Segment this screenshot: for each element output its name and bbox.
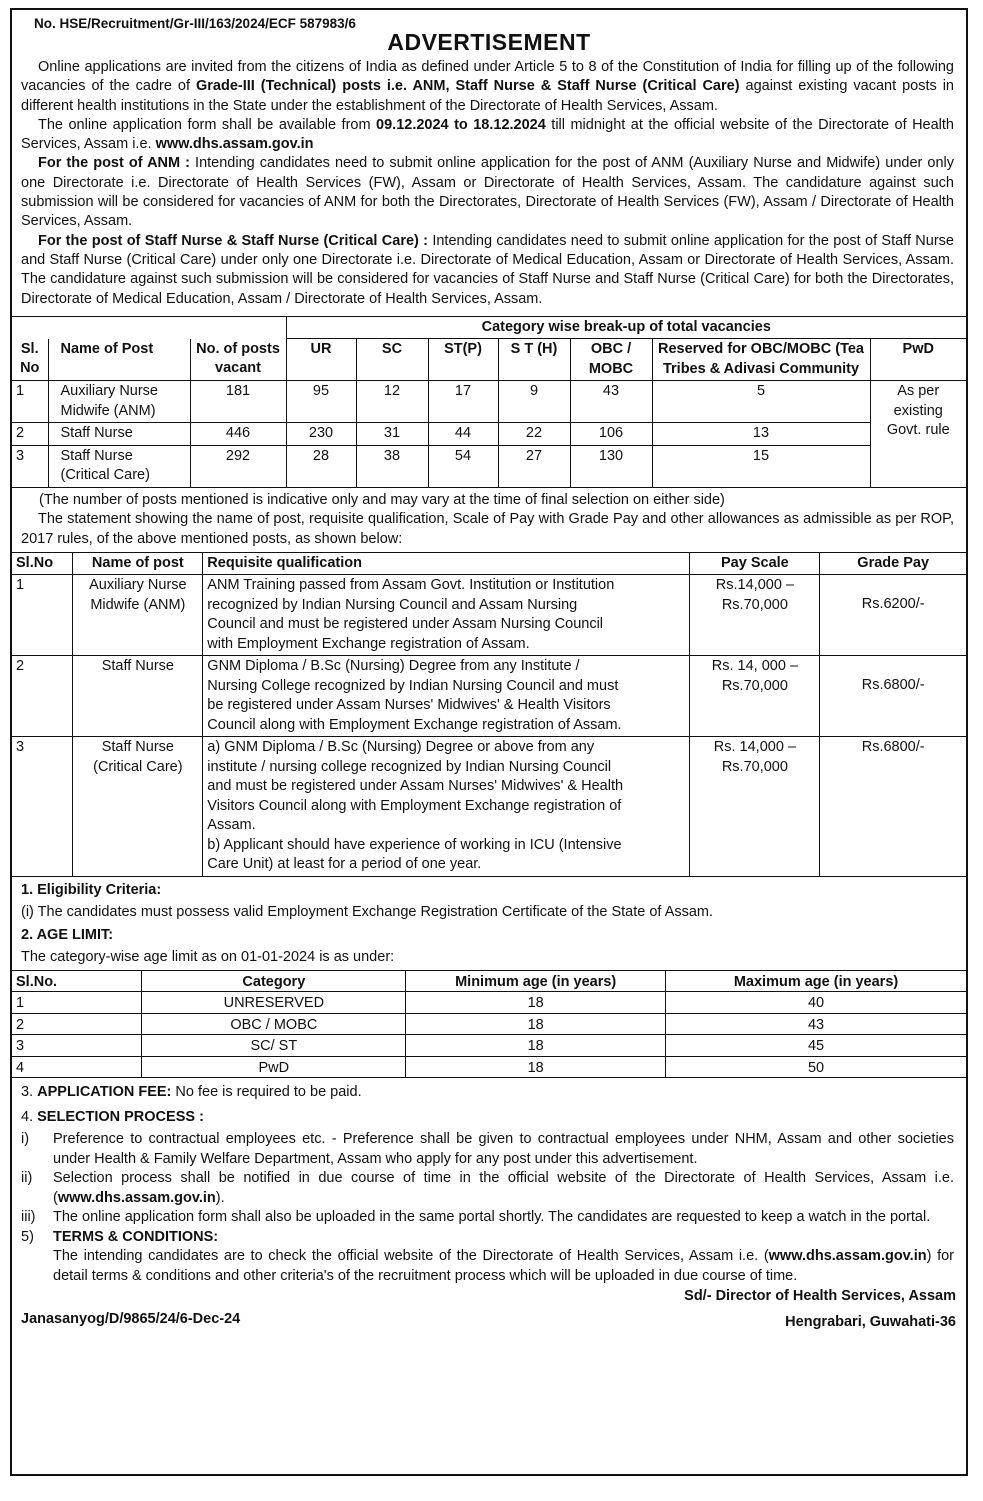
note-indicative: (The number of posts mentioned is indicative only and may vary at the time of final selection on either side)	[39, 491, 725, 508]
table-row: 2 Staff Nurse 446 230 31 44 22 106 13	[12, 423, 966, 446]
age-limit-heading: 2. AGE LIMIT:	[21, 926, 114, 943]
selection-process-heading: 4. SELECTION PROCESS :	[21, 1108, 204, 1125]
selection-item: iii) The online application form shall also be uploaded in the same portal shortly. The candidates are requested to keep a watch in the portal.	[21, 1209, 931, 1226]
col-header-stp: ST(P)	[428, 339, 498, 381]
col-header-qualification: Requisite qualification	[203, 552, 690, 575]
selection-item: i) Preference to contractual employees etc. - Preference shall be given to contractual employees under NHM, Assam and other societies under Health & Family Welfare Department, Assam who apply for any post under this advertisement.	[21, 1131, 954, 1167]
vacancy-table	[12, 316, 966, 488]
staff-nurse-paragraph: For the post of Staff Nurse & Staff Nurse (Critical Care) : Intending candidates need to submit online application for the post of Staff Nurse and Staff Nurse (Critical Care) under only one Directorate i.e. Directorate of Medical Education, Assam or Directorate of Health Services, Assam. The candidature against such submission will be considered for vacancies of Staff Nurse and Staff Nurse (Critical Care) for both the Directorates, Directorate of Medical Education, Assam / Directorate of Health Services, Assam.	[21, 232, 954, 307]
note-statement: The statement showing the name of post, requisite qualification, Scale of Pay with Grade Pay and other allowances as admissible as per ROP, 2017 rules, of the above mentioned posts, as shown below:	[21, 511, 954, 547]
table-row: 1 Auxiliary Nurse Midwife (ANM) 181 95 12 17 9 43 5 As per existing Govt. rule	[12, 381, 966, 423]
col-header-pwd: PwD	[870, 339, 966, 381]
col-header-category: Category	[142, 970, 406, 992]
intro-paragraph-1: Online applications are invited from the citizens of India as defined under Article 5 to 8 of the Constitution of India for filling up of the following vacancies of the cadre of Grade-III (Technical) posts i.e. ANM, Staff Nurse & Staff Nurse (Critical Care) against existing vacant posts in different health institutions in the State under the establishment of the Directorate of Health Services, Assam.	[21, 59, 954, 114]
vacancy-group-header: Category wise break-up of total vacancies	[286, 316, 966, 339]
eligibility-text: (i) The candidates must possess valid Employment Exchange Registration Certificate of the State of Assam.	[21, 904, 714, 921]
col-header-sth: S T (H)	[498, 339, 570, 381]
age-limit-table	[12, 970, 966, 1079]
col-header-sc: SC	[356, 339, 428, 381]
col-header-posts-vacant: No. of posts vacant	[190, 339, 286, 381]
col-header-slno: Sl.No.	[12, 970, 142, 992]
pwd-note: As per existing Govt. rule	[870, 381, 966, 488]
table-row: 1 Auxiliary Nurse Midwife (ANM) ANM Training passed from Assam Govt. Institution or Institution recognized by Indian Nursing Council and Assam Nursing Council and must be registered under Assam Nursing Council with Employment Exchange registration of Assam. Rs.14,000 – Rs.70,000 Rs.6200/-	[12, 575, 966, 656]
age-limit-intro: The category-wise age limit as on 01-01-2024 is as under:	[21, 949, 395, 966]
selection-item: ii) Selection process shall be notified in due course of time in the official website of the Directorate of Health Services, Assam i.e. (www.dhs.assam.gov.in).	[21, 1170, 954, 1206]
signature-line-1: Sd/- Director of Health Services, Assam	[684, 1288, 956, 1305]
footer-reference: Janasanyog/D/9865/24/6-Dec-24	[21, 1310, 241, 1327]
application-fee: 3. APPLICATION FEE: No fee is required to be paid.	[21, 1084, 362, 1101]
anm-paragraph: For the post of ANM : Intending candidates need to submit online application for the post of ANM (Auxiliary Nurse and Midwife) under only one Directorate i.e. Directorate of Health Services (FW), Assam or Directorate of Health Services, Assam. The candidature against such submission will be considered for vacancies of ANM for both the Directorates, Directorate of Health Services (FW), Assam / Directorate of Health Services, Assam.	[21, 155, 954, 230]
reference-number: No. HSE/Recruitment/Gr-III/163/2024/ECF 587983/6	[34, 16, 356, 31]
col-header-grade-pay: Grade Pay	[820, 552, 966, 575]
signature-line-2: Hengrabari, Guwahati-36	[785, 1313, 956, 1330]
table-row: 3 Staff Nurse (Critical Care) 292 28 38 54 27 130 15	[12, 445, 966, 487]
col-header-slno: Sl.No	[12, 552, 73, 575]
qualification-table	[12, 552, 966, 877]
table-row: 2 Staff Nurse GNM Diploma / B.Sc (Nursing) Degree from any Institute / Nursing College recognized by Indian Nursing Council and must be registered under Assam Nurses' Midwives' & Health Visitors Council along with Employment Exchange registration of Assam. Rs. 14, 000 – Rs.70,000 Rs.6800/-	[12, 656, 966, 737]
col-header-ur: UR	[286, 339, 356, 381]
intro-paragraph-2: The online application form shall be available from 09.12.2024 to 18.12.2024 till midnight at the official website of the Directorate of Health Services, Assam i.e. www.dhs.assam.gov.in	[21, 116, 954, 153]
table-row: 3 SC/ ST 18 45	[12, 1035, 966, 1057]
table-row: 2 OBC / MOBC 18 43	[12, 1013, 966, 1035]
table-row: 4 PwD 18 50	[12, 1056, 966, 1078]
col-header-max-age: Maximum age (in years)	[666, 970, 966, 992]
col-header-post: Name of post	[73, 552, 203, 575]
terms-text: The intending candidates are to check the official website of the Directorate of Health Services, Assam i.e. (www.dhs.assam.gov.in) for detail terms & conditions and other criteria's of the recruitment process which will be uploaded in due course of time.	[53, 1248, 954, 1284]
col-header-slno: Sl. No	[12, 339, 48, 381]
col-header-pay-scale: Pay Scale	[690, 552, 820, 575]
advertisement-page	[10, 8, 968, 1476]
page-title: ADVERTISEMENT	[387, 29, 591, 55]
terms-heading: 5) TERMS & CONDITIONS:	[21, 1228, 219, 1245]
table-row: 3 Staff Nurse (Critical Care) a) GNM Diploma / B.Sc (Nursing) Degree or above from any institute / nursing college recognized by Indian Nursing Council and must be registered under Assam Nurses' Midwives' & Health Visitors Council along with Employment Exchange registration of Assam. b) Applicant should have experience of working in ICU (Intensive Care Unit) at least for a period of one year. Rs. 14,000 – Rs.70,000 Rs.6800/-	[12, 737, 966, 877]
col-header-min-age: Minimum age (in years)	[406, 970, 666, 992]
col-header-reserved: Reserved for OBC/MOBC (Tea Tribes & Adivasi Community	[652, 339, 870, 381]
table-row: 1 UNRESERVED 18 40	[12, 992, 966, 1014]
eligibility-heading: 1. Eligibility Criteria:	[21, 881, 162, 898]
col-header-obc: OBC / MOBC	[570, 339, 652, 381]
col-header-post: Name of Post	[48, 339, 190, 381]
